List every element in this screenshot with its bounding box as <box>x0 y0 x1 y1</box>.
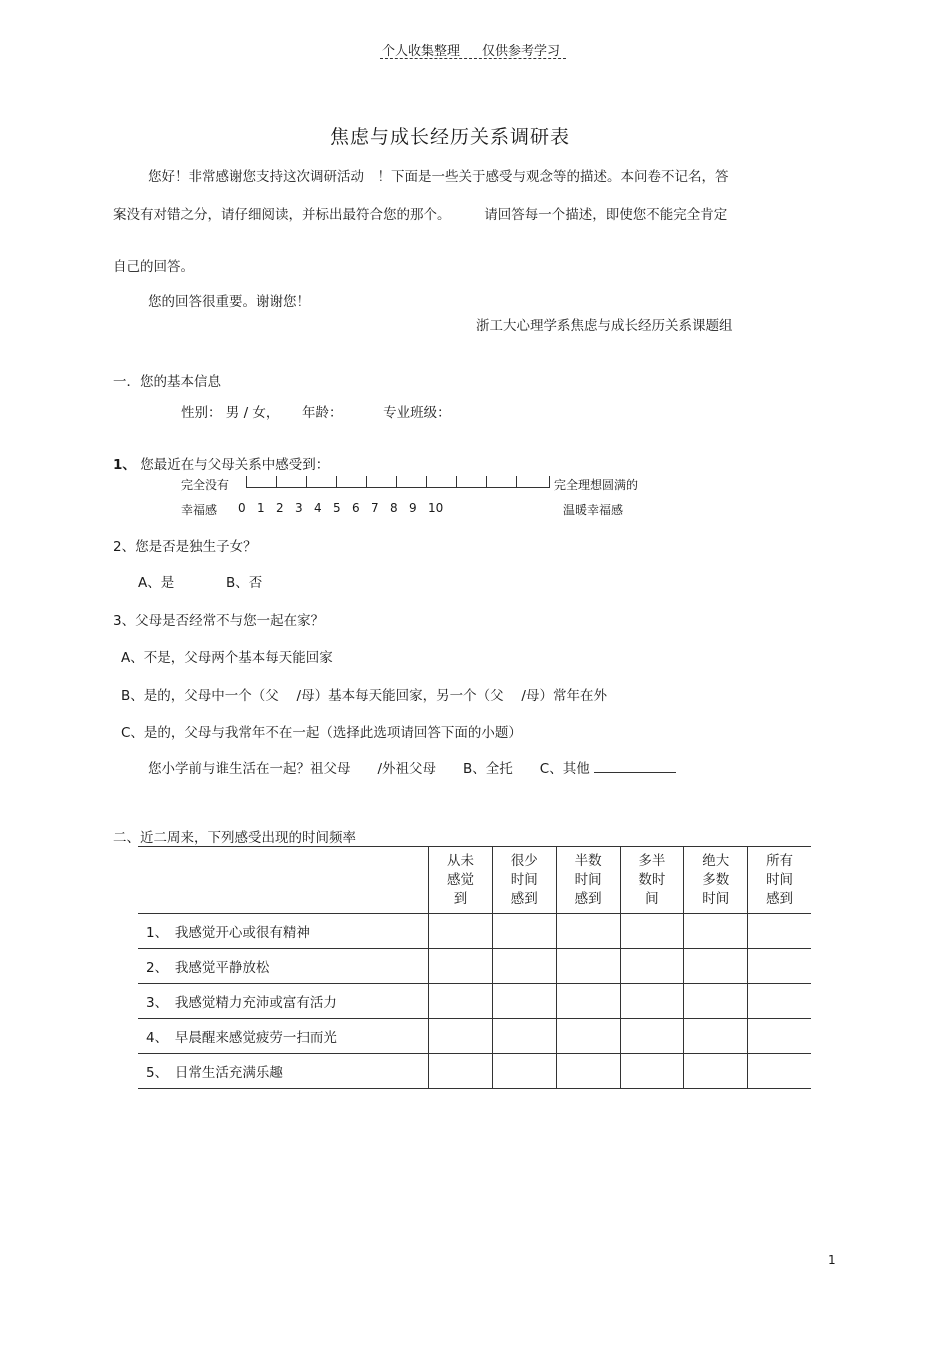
answer-cell[interactable] <box>748 949 811 984</box>
table-row <box>138 1054 811 1089</box>
column-header-never: 从未 感觉 到 <box>429 847 493 914</box>
scale-number[interactable]: 10 <box>428 501 444 515</box>
answer-cell[interactable] <box>429 949 493 984</box>
section-1-heading: 一．您的基本信息 <box>113 374 221 390</box>
scale-number[interactable]: 3 <box>295 501 303 515</box>
page-header <box>382 40 560 59</box>
intro-line-2: 案没有对错之分，请仔细阅读，并标出最符合您的那个。 请回答每一个描述，即使您不能完全肯定 <box>113 207 728 223</box>
q3-sub-question <box>148 757 676 777</box>
table-row <box>138 949 811 984</box>
gender-value[interactable]: 男 / 女， <box>225 405 280 421</box>
intro-line-3: 自己的回答。 <box>113 259 194 275</box>
q1-question: 您最近在与父母关系中感受到： <box>140 457 330 473</box>
answer-cell[interactable] <box>429 1019 493 1054</box>
answer-cell[interactable] <box>684 914 748 949</box>
q1-rating-scale[interactable] <box>246 476 550 488</box>
q1-left-anchor-top: 完全没有 <box>181 478 230 492</box>
q3-option-b[interactable]: B、是的，父母中一个（父 /母）基本每天能回家，另一个（父 /母）常年在外 <box>121 688 607 704</box>
q3-option-a[interactable]: A、不是，父母两个基本每天能回家 <box>121 650 333 666</box>
answer-cell[interactable] <box>429 914 493 949</box>
item-label: 2、 我感觉平静放松 <box>138 949 429 984</box>
column-header-more-than-half: 多半 数时 间 <box>620 847 684 914</box>
q3-sub-question-text: 您小学前与谁生活在一起？祖父母 /外祖父母 B、全托 C、其他 <box>148 761 590 777</box>
answer-cell[interactable] <box>684 1019 748 1054</box>
table-row <box>138 1019 811 1054</box>
answer-cell[interactable] <box>492 914 556 949</box>
intro-line-4: 您的回答很重要。谢谢您！ <box>148 294 310 310</box>
scale-number[interactable]: 1 <box>257 501 265 515</box>
answer-cell[interactable] <box>556 984 620 1019</box>
scale-number[interactable]: 6 <box>352 501 360 515</box>
section-2-heading: 二、近二周来，下列感受出现的时间频率 <box>113 830 356 846</box>
header-dashed-rule <box>380 58 566 59</box>
age-label: 年龄： <box>302 405 343 421</box>
item-label: 5、 日常生活充满乐趣 <box>138 1054 429 1089</box>
scale-number[interactable]: 9 <box>409 501 417 515</box>
scale-number[interactable]: 2 <box>276 501 284 515</box>
answer-cell[interactable] <box>556 914 620 949</box>
column-header-most: 绝大 多数 时间 <box>684 847 748 914</box>
answer-cell[interactable] <box>620 1054 684 1089</box>
q1-right-anchor-bottom: 温暖幸福感 <box>563 503 624 517</box>
answer-cell[interactable] <box>556 949 620 984</box>
q2-text: 2、您是否是独生子女？ <box>113 539 257 555</box>
column-header-rarely: 很少 时间 感到 <box>492 847 556 914</box>
answer-cell[interactable] <box>684 984 748 1019</box>
item-label: 3、 我感觉精力充沛或富有活力 <box>138 984 429 1019</box>
frequency-table <box>138 846 811 1089</box>
answer-cell[interactable] <box>748 1054 811 1089</box>
header-left-text: 个人收集整理 <box>382 44 461 59</box>
table-row <box>138 914 811 949</box>
answer-cell[interactable] <box>684 1054 748 1089</box>
answer-cell[interactable] <box>620 914 684 949</box>
table-header-row <box>138 847 811 914</box>
gender-label: 性别： <box>181 405 222 421</box>
column-header-all: 所有 时间 感到 <box>748 847 811 914</box>
document-title: 焦虑与成长经历关系调研表 <box>330 126 571 148</box>
intro-signature: 浙工大心理学系焦虑与成长经历关系课题组 <box>476 318 733 334</box>
item-label: 1、 我感觉开心或很有精神 <box>138 914 429 949</box>
answer-cell[interactable] <box>748 1019 811 1054</box>
q1-scale-numbers <box>238 501 450 515</box>
table-row <box>138 984 811 1019</box>
scale-number[interactable]: 7 <box>371 501 379 515</box>
scale-number[interactable]: 0 <box>238 501 246 515</box>
answer-cell[interactable] <box>492 1019 556 1054</box>
page-number: 1 <box>828 1253 836 1267</box>
answer-cell[interactable] <box>492 949 556 984</box>
q1-text <box>113 453 329 473</box>
header-right-text: 仅供参考学习 <box>482 44 561 59</box>
q3-text: 3、父母是否经常不与您一起在家？ <box>113 613 325 629</box>
intro-line-1: 您好！非常感谢您支持这次调研活动 ！下面是一些关于感受与观念等的描述。本问卷不记名，答 <box>148 169 729 185</box>
answer-cell[interactable] <box>556 1019 620 1054</box>
answer-cell[interactable] <box>620 949 684 984</box>
answer-cell[interactable] <box>556 1054 620 1089</box>
answer-cell[interactable] <box>620 1019 684 1054</box>
answer-cell[interactable] <box>684 949 748 984</box>
q3-option-c[interactable]: C、是的，父母与我常年不在一起（选择此选项请回答下面的小题） <box>121 725 522 741</box>
answer-cell[interactable] <box>429 984 493 1019</box>
scale-number[interactable]: 5 <box>333 501 341 515</box>
scale-number[interactable]: 4 <box>314 501 322 515</box>
major-label: 专业班级： <box>383 405 451 421</box>
answer-cell[interactable] <box>492 984 556 1019</box>
other-answer-blank[interactable] <box>594 760 676 773</box>
q1-number: 1、 <box>113 457 136 473</box>
table-corner-cell <box>138 847 429 914</box>
item-label: 4、 早晨醒来感觉疲劳一扫而光 <box>138 1019 429 1054</box>
answer-cell[interactable] <box>748 984 811 1019</box>
scale-number[interactable]: 8 <box>390 501 398 515</box>
q2-option-b[interactable]: B、否 <box>226 575 263 591</box>
q2-option-a[interactable]: A、是 <box>138 575 175 591</box>
answer-cell[interactable] <box>429 1054 493 1089</box>
answer-cell[interactable] <box>748 914 811 949</box>
column-header-half: 半数 时间 感到 <box>556 847 620 914</box>
q1-left-anchor-bottom: 幸福感 <box>181 503 218 517</box>
answer-cell[interactable] <box>620 984 684 1019</box>
answer-cell[interactable] <box>492 1054 556 1089</box>
q1-right-anchor-top: 完全理想圆满的 <box>554 478 639 492</box>
basic-info-row <box>181 401 451 421</box>
